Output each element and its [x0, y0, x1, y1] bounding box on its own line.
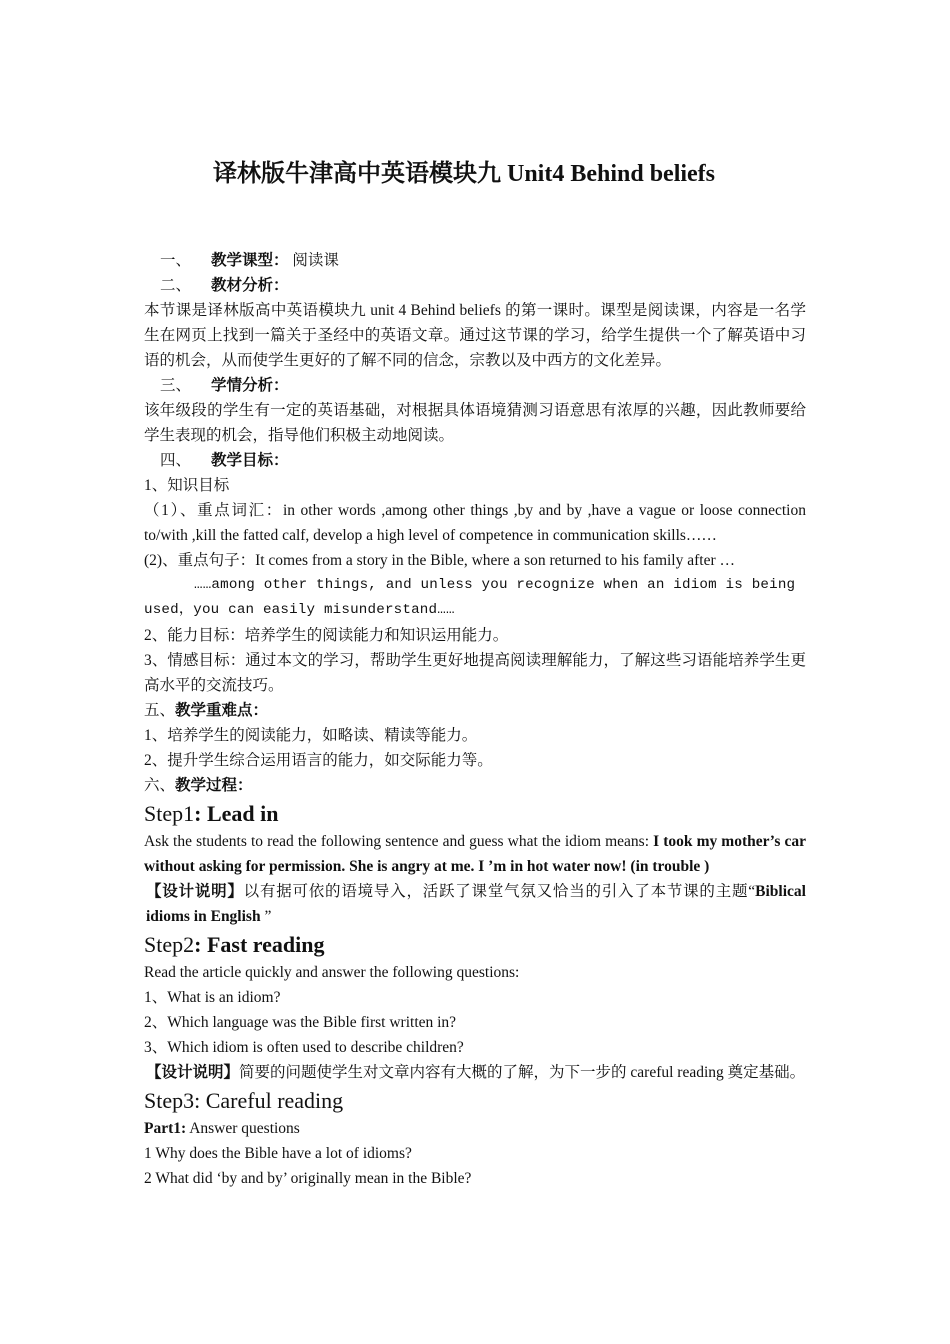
student-analysis-text: 该年级段的学生有一定的英语基础，对根据具体语境猜测习语意思有浓厚的兴趣，因此教师要给学生表现的机会，指导他们积极主动地阅读。 [144, 402, 806, 444]
step1-instruction: Ask the students to read the following sentence and guess what the idiom means: [144, 833, 654, 850]
section-number: 一、 [160, 252, 192, 269]
key-sentence-continued: ……among other things, and unless you recognize when an idiom is being [194, 577, 796, 593]
part-label: Part1: [144, 1120, 187, 1137]
question-item: 2 What did ‘by and by’ originally mean in the Bible? [144, 1170, 472, 1187]
step2-heading [144, 929, 806, 960]
section-number: 六、 [144, 777, 176, 794]
section-1 [144, 248, 806, 273]
key-sentence: (2)、重点句子：It comes from a story in the Bible, where a son returned to his family after … [144, 552, 736, 569]
knowledge-goal: 1、知识目标 [144, 477, 230, 494]
design-topic: Biblical idioms in English [146, 883, 806, 925]
section-number: 三、 [160, 377, 192, 394]
key-point-2: 2、提升学生综合运用语言的能力，如交际能力等。 [144, 752, 493, 769]
step-prefix: Step2 [144, 932, 195, 957]
section-5 [144, 698, 806, 723]
section-label: 教学过程： [175, 777, 253, 794]
step-prefix: Step1 [144, 801, 195, 826]
section-number: 五、 [144, 702, 176, 719]
step-prefix: Step3 [144, 1088, 195, 1113]
section-label: 教学目标： [211, 452, 289, 469]
section-label: 教学课型： [211, 252, 289, 269]
section-4 [144, 448, 806, 473]
key-point-1: 1、培养学生的阅读能力，如略读、精读等能力。 [144, 727, 478, 744]
ability-goal: 2、能力目标：培养学生的阅读能力和知识运用能力。 [144, 627, 509, 644]
step-title: : Careful reading [194, 1088, 344, 1113]
section-label: 教材分析： [211, 277, 289, 294]
question-item: 1、What is an idiom? [144, 989, 281, 1006]
design-label: 【设计说明】 [146, 883, 244, 900]
step-title: : Fast reading [194, 932, 325, 957]
document-body [144, 248, 806, 1191]
design-label: 【设计说明】 [146, 1064, 240, 1081]
key-sentence-continued-2: used，you can easily misunderstand…… [144, 602, 455, 618]
part-text: Answer questions [186, 1120, 300, 1137]
step-title: : Lead in [194, 801, 279, 826]
section-6 [144, 773, 806, 798]
document-title: 译林版牛津高中英语模块九 Unit4 Behind beliefs [212, 161, 716, 187]
question-item: 2、Which language was the Bible first written in? [144, 1014, 457, 1031]
section-number: 二、 [160, 277, 192, 294]
section-value: 阅读课 [292, 252, 339, 269]
design-text: 以有据可依的语境导入，活跃了课堂气氛又恰当的引入了本节课的主题 [243, 883, 749, 900]
design-text: 简要的问题使学生对文章内容有大概的了解，为下一步的 careful reading 奠定基础。 [239, 1064, 806, 1081]
key-vocabulary: （1）、重点词汇：in other words ,among other things ,by and by ,have a vague or loose connection to/with ,kill the fatted calf, develop a high level of competence in communication skills…… [144, 502, 806, 544]
step1-heading [144, 798, 806, 829]
step2-intro: Read the article quickly and answer the following questions: [144, 964, 520, 981]
step1-example: I took my mother’s car without asking for permission. She is angry at me. I ’m in hot water now! (in trouble ) [144, 833, 806, 875]
section-label: 教学重难点： [175, 702, 269, 719]
section-label: 学情分析： [211, 377, 289, 394]
section-number: 四、 [160, 452, 192, 469]
material-analysis-text: 本节课是译林版高中英语模块九 unit 4 Behind beliefs 的第一课时。课型是阅读课，内容是一名学生在网页上找到一篇关于圣经中的英语文章。通过这节课的学习，给学生提供一个了解英语中习语的机会，从而使学生更好的了解不同的信念，宗教以及中西方的文化差异。 [144, 302, 806, 369]
step1-design-note [144, 879, 806, 929]
quote-close: ” [260, 908, 272, 925]
quote-open: “ [748, 883, 756, 900]
question-item: 1 Why does the Bible have a lot of idioms? [144, 1145, 412, 1162]
step1-text [144, 829, 806, 879]
section-3 [144, 373, 806, 398]
section-2 [144, 273, 806, 298]
question-item: 3、Which idiom is often used to describe children? [144, 1039, 464, 1056]
part1 [144, 1116, 806, 1141]
step3-heading [144, 1085, 806, 1116]
step2-design-note [144, 1060, 806, 1085]
emotion-goal: 3、情感目标：通过本文的学习，帮助学生更好地提高阅读理解能力，了解这些习语能培养学生更高水平的交流技巧。 [144, 652, 806, 694]
